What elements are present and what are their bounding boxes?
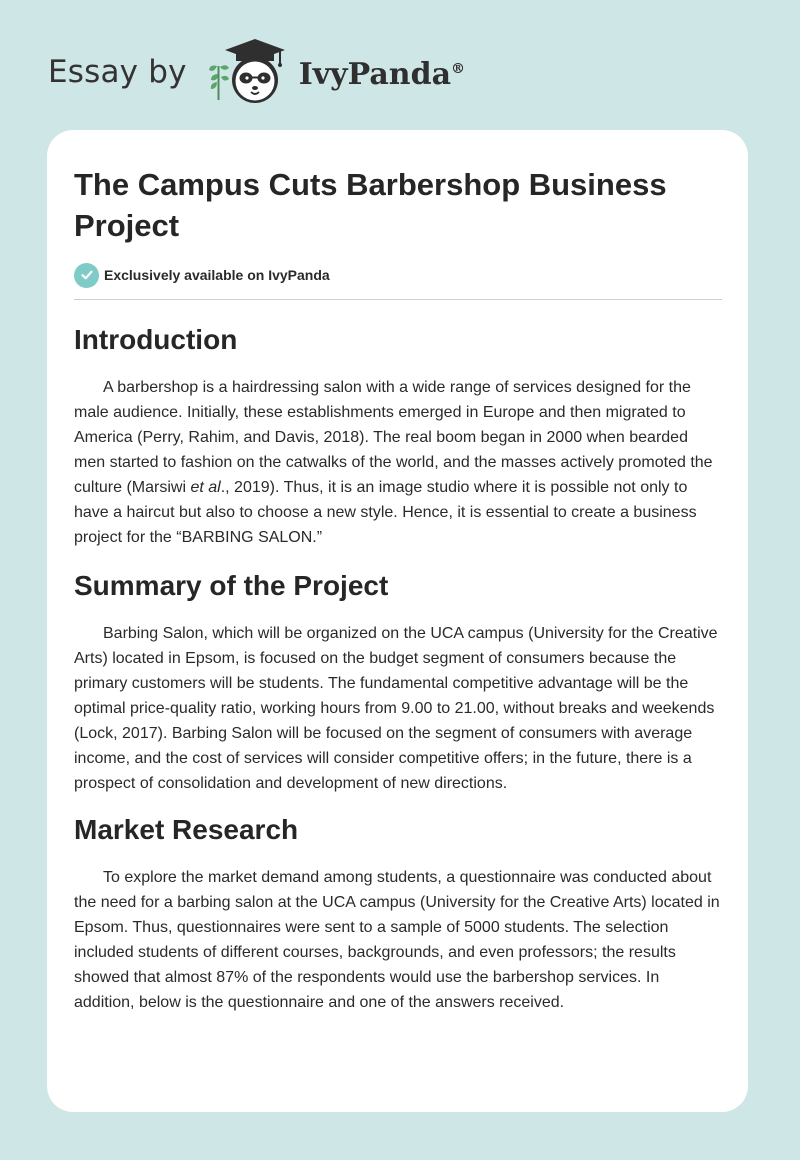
section-paragraph: [74, 375, 722, 550]
section-paragraph: [74, 865, 722, 1015]
section-paragraph: [74, 621, 722, 796]
panda-graduation-cap-icon[interactable]: [201, 36, 293, 108]
section-heading: Introduction: [74, 324, 238, 355]
check-circle-icon: [74, 263, 99, 288]
site-header: [48, 36, 465, 108]
text-run: To explore the market demand among students, a questionnaire was conducted about the need for a barbing salon at the UCA campus (University for the Creative Arts) located in Epsom. Thus, questionnaires were sent to a sample of 5000 students. The selection included students of different courses, backgrounds, and even professors; the results showed that almost 87% of the respondents would use the barbershop services. In addition, below is the questionnaire and one of the answers received.: [74, 869, 720, 1011]
exclusive-badge-label: Exclusively available on IvyPanda: [104, 267, 330, 283]
registered-mark: ®: [451, 60, 466, 77]
brand-name[interactable]: [299, 57, 465, 92]
divider: [74, 299, 722, 300]
essay-by-label: Essay by: [48, 54, 187, 90]
section-heading: Summary of the Project: [74, 570, 389, 601]
exclusive-badge: [74, 262, 722, 288]
text-run: Barbing Salon, which will be organized on the UCA campus (University for the Creative Arts) located in Epsom, is focused on the budget segment of consumers because the primary customers will be students. The fundamental competitive advantage will be the optimal price-quality ratio, working hours from 9.00 to 21.00, without breaks and weekends (Lock, 2017). Barbing Salon will be focused on the segment of consumers with average income, and the cost of services will consider competitive offers; in the future, there is a prospect of consolidation and development of new directions.: [74, 625, 718, 792]
essay-title: The Campus Cuts Barbershop Business Project: [74, 167, 667, 243]
text-run: ., 2019). Thus, it is an image studio where it is possible not only to have a haircut but also to choose a new style. Hence, it is essential to create a business project for the “BARBING SALON.”: [74, 479, 697, 546]
brand-name-text: IvyPanda: [298, 56, 452, 92]
section-market-research: [74, 813, 722, 1015]
section-heading: Market Research: [74, 814, 299, 845]
section-summary: [74, 569, 722, 796]
text-run: A barbershop is a hairdressing salon with a wide range of services designed for the male audience. Initially, these establishments emerged in Europe and then migrated to America (Perry, Rahim, and Davis, 2018). The real boom began in 2000 when bearded men started to fashion on the catwalks of the world, and the masses actively promoted the culture (Marsiwi: [74, 379, 713, 496]
text-run-italic: et al: [190, 479, 221, 496]
ivy-leaf-icon: [209, 65, 229, 100]
essay-card: [47, 130, 748, 1112]
section-introduction: [74, 323, 722, 550]
